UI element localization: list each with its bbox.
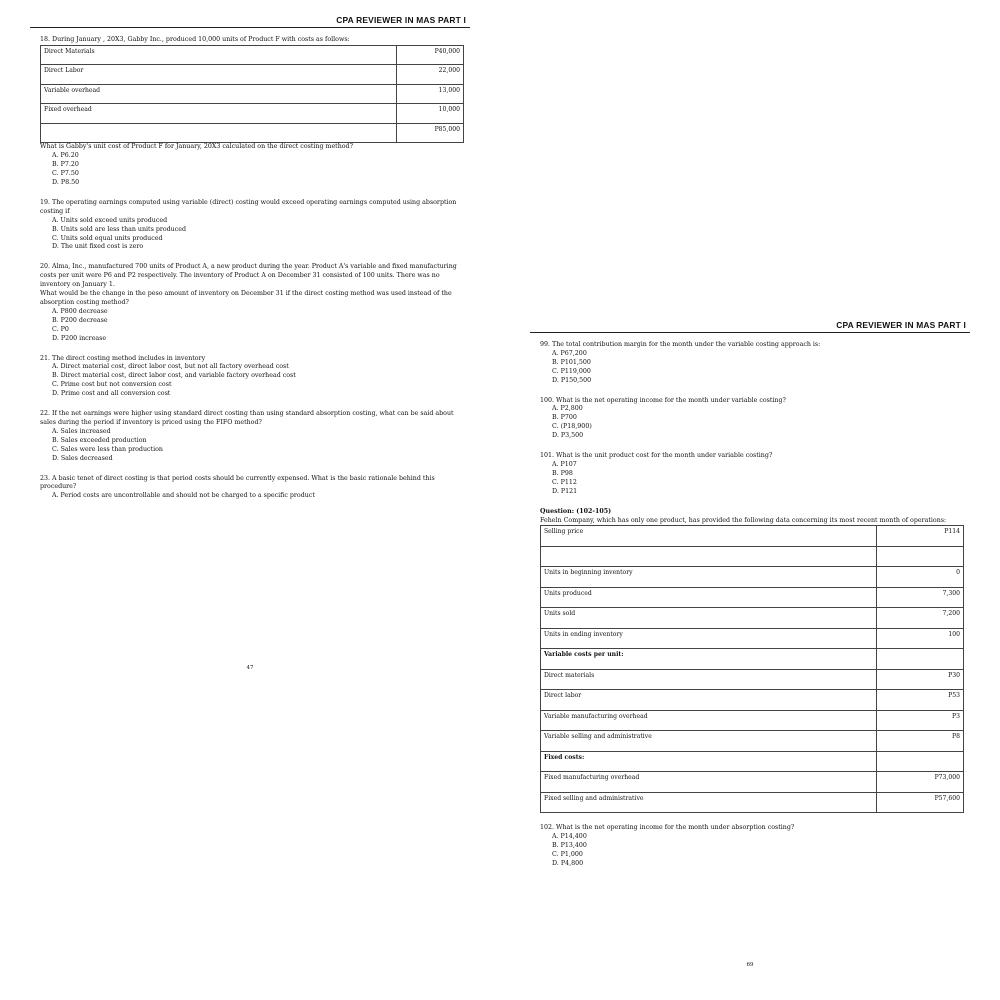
table-cell-value: P8 [877,731,964,752]
table-cell-value: P40,000 [397,45,464,65]
option: D. P4,800 [552,860,584,868]
option: C. Sales were less than production [52,445,163,453]
table-row [41,123,464,143]
option: A. Units sold exceed units produced [52,216,168,224]
right-page [530,320,970,980]
table-row [41,45,464,65]
question-20: 20. Alma, Inc., manufactured 700 units of Product A, a new product during the year. Product A's variable and fixed manufacturing costs per unit were P6 and P2 respectively. The inventory of Product A on December 31 consisted of 100 units. There was no inventory on January 1. [40,263,457,289]
option: B. Sales exceeded production [52,436,147,444]
table-cell-label [541,546,877,567]
table-cell-label: Units in ending inventory [541,628,877,649]
right-page-content [540,341,964,869]
question-100: 100. What is the net operating income for the month under variable costing? [540,396,786,404]
table-row [541,587,964,608]
question-21: 21. The direct costing method includes in inventory [40,354,206,362]
question-23-options [52,492,464,501]
question-101: 101. What is the unit product cost for the month under variable costing? [540,452,773,460]
table-cell-label: Units in beginning inventory [541,567,877,588]
option: B. Units sold are less than units produced [52,225,187,233]
question-99: 99. The total contribution margin for the month under the variable costing approach is: [540,341,821,348]
table-cell-value: 0 [877,567,964,588]
table-cell-value [877,649,964,670]
table-row [541,690,964,711]
option: B. Direct material cost, direct labor cost, and variable factory overhead cost [52,372,296,380]
page-number: 47 [246,665,254,671]
section-intro: Feheln Company, which has only one product, has provided the following data concerning its most recent month of operations: [540,516,947,524]
table-cell-value: 100 [877,628,964,649]
question-20-options [52,308,464,344]
option: D. P8.50 [52,179,80,187]
option: C. P0 [52,325,69,333]
question-18-intro: 18. During January , 20X3, Gabby Inc., produced 10,000 units of Product F with costs as follows: [40,36,350,43]
question-19: 19. The operating earnings computed using variable (direct) costing would exceed operating earnings computed using absorption costing if [40,198,457,215]
option: D. Sales decreased [52,454,113,462]
table-cell-label [41,123,397,143]
table-row [541,669,964,690]
table-cell-label: Selling price [541,526,877,547]
table-row [541,546,964,567]
table-cell-label: Fixed manufacturing overhead [541,772,877,793]
question-22: 22. If the net earnings were higher using standard direct costing than using standard absorption costing, what can be said about sales during the period if inventory is priced using the FIFO method? [40,410,454,426]
option: A. Direct material cost, direct labor cost, but not all factory overhead cost [52,363,289,371]
page-header: CPA REVIEWER IN MAS PART I [530,320,970,333]
option: A. P800 decrease [52,307,108,315]
option: C. P112 [552,478,577,486]
table-cell-value: 10,000 [397,104,464,124]
table-row [41,84,464,104]
table-cell-label: Variable costs per unit: [541,649,877,670]
option: C. P7.50 [52,170,79,178]
table-cell-label: Fixed overhead [41,104,397,124]
product-f-cost-table [40,45,464,144]
table-row [541,792,964,813]
question-99-options [552,350,964,386]
table-cell-value: P57,600 [877,792,964,813]
question-18-options [52,152,464,188]
question-18: What is Gabby's unit cost of Product F for January, 20X3 calculated on the direct costing method? [40,143,353,151]
option: D. P3,500 [552,432,584,440]
table-row [541,526,964,547]
option: D. Prime cost and all conversion cost [52,390,171,398]
question-101-options [552,461,964,497]
option: D. P150,500 [552,376,592,384]
question-102-options [552,833,964,869]
option: C. P1,000 [552,851,583,859]
table-row [41,65,464,85]
option: D. P200 increase [52,334,107,342]
table-cell-label: Variable manufacturing overhead [541,710,877,731]
option: A. Period costs are uncontrollable and should not be charged to a specific product [52,492,315,500]
table-row [541,628,964,649]
option: C. Prime cost but not conversion cost [52,381,172,389]
question-20-part-2: What would be the change in the peso amount of inventory on December 31 if the direct costing method was used instead of the absorption costing method? [40,290,452,306]
table-row [541,567,964,588]
option: A. Sales increased [52,427,111,435]
left-page-content [40,36,464,501]
table-cell-value: P85,000 [397,123,464,143]
option: B. P700 [552,414,577,422]
option: B. P101,500 [552,358,591,366]
table-cell-label: Direct Labor [41,65,397,85]
table-cell-value [877,546,964,567]
table-row [541,608,964,629]
page-header: CPA REVIEWER IN MAS PART I [30,15,470,28]
table-row [541,772,964,793]
feheln-data-table [540,525,964,813]
option: B. P200 decrease [52,316,108,324]
section-title: Question: (102-105) [540,507,612,515]
option: D. The unit fixed cost is zero [52,243,144,251]
table-cell-label: Variable overhead [41,84,397,104]
table-cell-value: P73,000 [877,772,964,793]
question-19-options [52,217,464,253]
option: B. P13,400 [552,842,587,850]
table-row [41,104,464,124]
table-row [541,731,964,752]
question-23: 23. A basic tenet of direct costing is that period costs should be currently expensed. What is the basic rationale behind this procedure? [40,474,435,491]
question-21-options [52,363,464,399]
table-row [541,649,964,670]
left-page [30,15,470,680]
table-row [541,751,964,772]
table-cell-label: Direct Materials [41,45,397,65]
question-22-options [52,428,464,464]
option: A. P14,400 [552,833,587,841]
table-cell-value: 7,300 [877,587,964,608]
table-cell-value: P114 [877,526,964,547]
table-cell-label: Direct labor [541,690,877,711]
table-cell-value: P3 [877,710,964,731]
option: D. P121 [552,487,578,495]
option: A. P2,800 [552,405,583,413]
page-number: 69 [746,962,754,968]
table-row [541,710,964,731]
table-cell-value: P53 [877,690,964,711]
table-cell-value: 7,200 [877,608,964,629]
question-102: 102. What is the net operating income for the month under absorption costing? [540,824,795,832]
table-cell-label: Units produced [541,587,877,608]
question-100-options [552,405,964,441]
option: B. P98 [552,469,573,477]
table-cell-label: Fixed costs: [541,751,877,772]
table-cell-value: 22,000 [397,65,464,85]
table-cell-label: Variable selling and administrative [541,731,877,752]
table-cell-value: P30 [877,669,964,690]
option: A. P67,200 [552,349,587,357]
option: A. P6.20 [52,152,79,160]
table-cell-label: Units sold [541,608,877,629]
table-cell-label: Fixed selling and administrative [541,792,877,813]
option: C. (P18,900) [552,423,592,431]
option: A. P107 [552,460,577,468]
table-cell-label: Direct materials [541,669,877,690]
option: C. Units sold equal units produced [52,234,163,242]
table-cell-value: 13,000 [397,84,464,104]
option: B. P7.20 [52,161,79,169]
table-cell-value [877,751,964,772]
option: C. P119,000 [552,367,591,375]
